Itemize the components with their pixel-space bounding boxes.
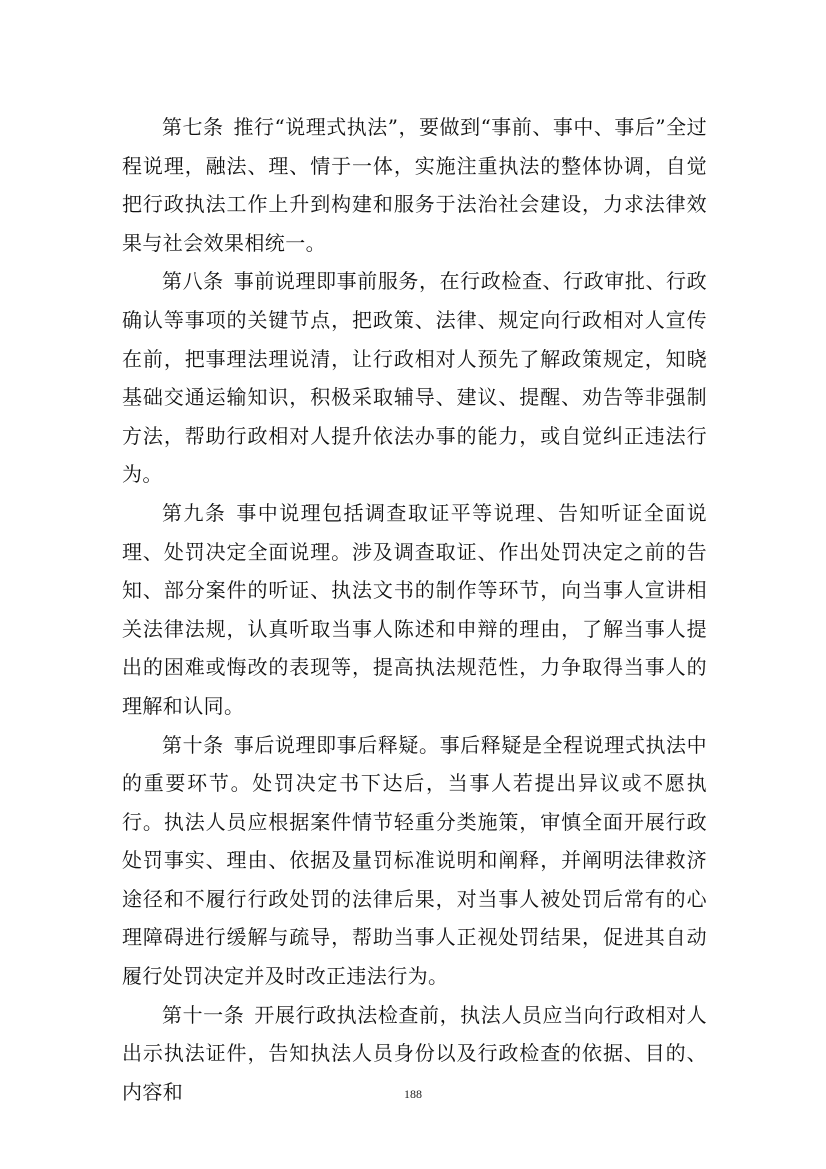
article-10-number: 第十条 [162, 732, 224, 757]
article-11-text: 开展行政执法检查前，执法人员应当向行政相对人出示执法证件，告知执法人员身份以及行政检查的依据、目的、内容和 [122, 1002, 707, 1104]
article-8-number: 第八条 [162, 269, 224, 294]
article-9 [122, 494, 707, 726]
article-9-text: 事中说理包括调查取证平等说理、告知听证全面说理、处罚决定全面说理。涉及调查取证、作出处罚决定之前的告知、部分案件的听证、执法文书的制作等环节，向当事人宣讲相关法律法规，认真听取当事人陈述和申辩的理由，了解当事人提出的困难或悔改的表现等，提高执法规范性，力争取得当事人的理解和认同。 [122, 500, 707, 718]
article-8-text: 事前说理即事前服务，在行政检查、行政审批、行政确认等事项的关键节点，把政策、法律、规定向行政相对人宣传在前，把事理法理说清，让行政相对人预先了解政策规定，知晓基础交通运输知识，积极采取辅导、建议、提醒、劝告等非强制方法，帮助行政相对人提升依法办事的能力，或自觉纠正违法行为。 [122, 269, 708, 487]
page-number: 188 [404, 1087, 422, 1101]
article-8 [122, 262, 707, 494]
article-10-text: 事后说理即事后释疑。事后释疑是全程说理式执法中的重要环节。处罚决定书下达后，当事人若提出异议或不愿执行。执法人员应根据案件情节轻重分类施策，审慎全面开展行政处罚事实、理由、依据及量罚标准说明和阐释，并阐明法律救济途径和不履行行政处罚的法律后果，对当事人被处罚后常有的心理障碍进行缓解与疏导，帮助当事人正视处罚结果，促进其自动履行处罚决定并及时改正违法行为。 [122, 732, 708, 989]
article-11-number: 第十一条 [162, 1002, 245, 1027]
document-body [122, 108, 707, 1111]
article-7 [122, 108, 707, 262]
article-10 [122, 726, 707, 996]
article-9-number: 第九条 [162, 500, 227, 525]
article-7-text: 推行“说理式执法”，要做到“事前、事中、事后”全过程说理，融法、理、情于一体，实施注重执法的整体协调，自觉把行政执法工作上升到构建和服务于法治社会建设，力求法律效果与社会效果相统一。 [122, 115, 707, 255]
article-7-number: 第七条 [162, 115, 224, 139]
